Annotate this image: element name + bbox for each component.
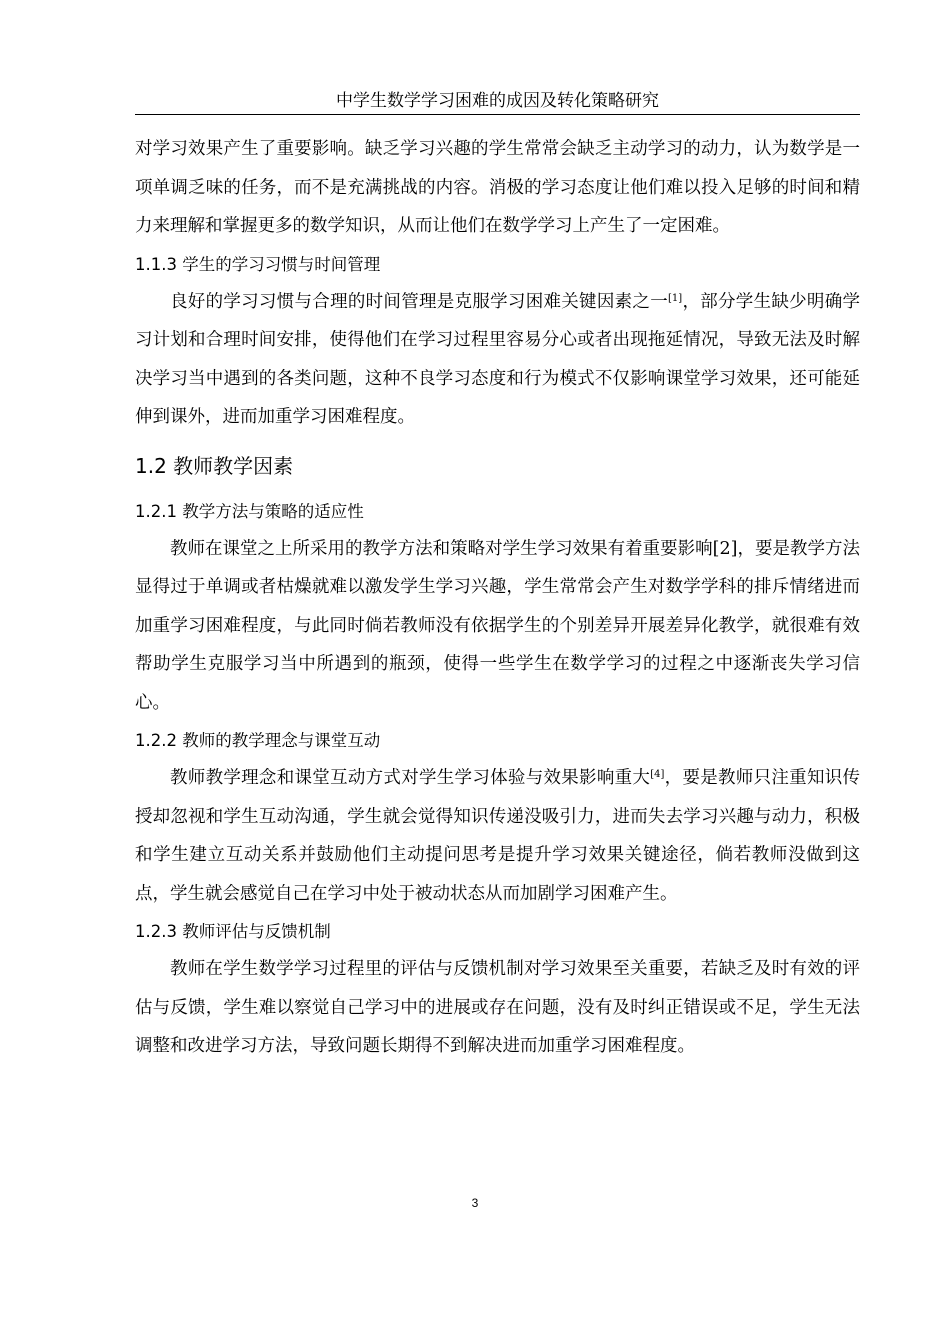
- citation-ref: [4]: [650, 769, 665, 780]
- section-heading-1-2-2: 1.2.2 教师的教学理念与课堂互动: [135, 731, 381, 750]
- section-heading-1-2-1: 1.2.1 教学方法与策略的适应性: [135, 501, 364, 521]
- header-rule: [135, 114, 860, 115]
- section-heading-1-2-3: 1.2.3 教师评估与反馈机制: [135, 922, 331, 941]
- paragraph-continuation: 对学习效果产生了重要影响。缺乏学习兴趣的学生常常会缺乏主动学习的动力，认为数学是一项单调乏味的任务，而不是充满挑战的内容。消极的学习态度让他们难以投入足够的时间和精力来理解和掌握更多的数学知识，从而让他们在数学学习上产生了一定困难。: [135, 139, 860, 236]
- page-number: 3: [471, 1196, 479, 1210]
- section-heading-1-2: 1.2 教师教学因素: [135, 453, 294, 478]
- paragraph-teaching-philosophy: 教师教学理念和课堂互动方式对学生学习体验与效果影响重大[4]，要是教师只注重知识传授却忽视和学生互动沟通，学生就会觉得知识传递没吸引力，进而失去学习兴趣与动力，积极和学生建立互动关系并鼓励他们主动提问思考是提升学习效果关键途径，倘若教师没做到这点，学生就会感觉自己在学习中处于被动状态从而加剧学习困难产生。: [135, 768, 861, 904]
- citation-ref: [1]: [667, 292, 683, 304]
- paragraph-assessment-feedback: 教师在学生数学学习过程里的评估与反馈机制对学习效果至关重要，若缺乏及时有效的评估与反馈，学生难以察觉自己学习中的进展或存在问题，没有及时纠正错误或不足，学生无法调整和改进学习方法，导致问题长期得不到解决进而加重学习困难程度。: [135, 959, 860, 1056]
- section-heading-1-1-3: 1.1.3 学生的学习习惯与时间管理: [135, 254, 381, 274]
- paragraph-teaching-methods: 教师在课堂之上所采用的教学方法和策略对学生学习效果有着重要影响[2]，要是教学方法显得过于单调或者枯燥就难以激发学生学习兴趣，学生常常会产生对数学学科的排斥情绪进而加重学习困难程度，与此同时倘若教师没有依据学生的个别差异开展差异化教学，就很难有效帮助学生克服学习当中所遇到的瓶颈，使得一些学生在数学学习的过程之中逐渐丧失学习信心。: [135, 538, 860, 713]
- running-header: 中学生数学学习困难的成因及转化策略研究: [336, 91, 659, 111]
- page-body: [135, 130, 860, 1066]
- paragraph-study-habits: 良好的学习习惯与合理的时间管理是克服学习困难关键因素之一[1]，部分学生缺少明确学习计划和合理时间安排，使得他们在学习过程里容易分心或者出现拖延情况，导致无法及时解决学习当中遇到的各类问题，这种不良学习态度和行为模式不仅影响课堂学习效果，还可能延伸到课外，进而加重学习困难程度。: [135, 291, 861, 427]
